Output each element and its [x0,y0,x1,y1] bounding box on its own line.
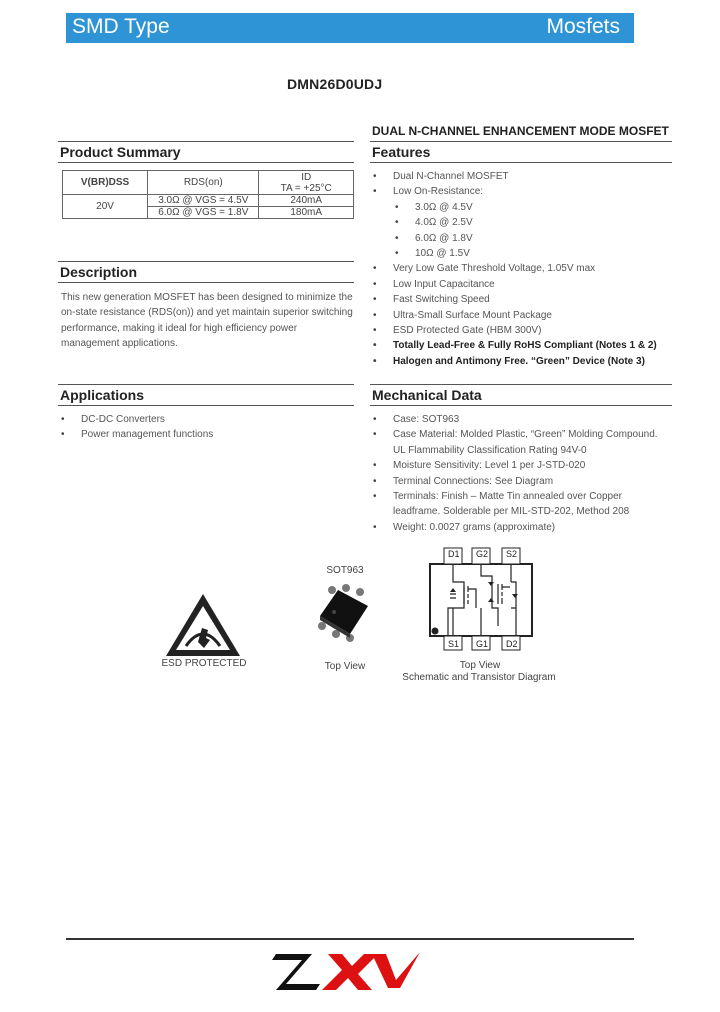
schematic-diagram [428,546,534,652]
list-item: • Moisture Sensitivity: Level 1 per J-STD-020 [370,458,672,473]
footer-divider [66,938,634,940]
device-subtitle: DUAL N-CHANNEL ENHANCEMENT MODE MOSFET [372,124,669,138]
list-item: • Very Low Gate Threshold Voltage, 1.05V max [370,261,672,276]
package-label: SOT963 [326,565,364,576]
list-item: • Ultra-Small Surface Mount Package [370,308,672,323]
pin-d2: D2 [506,639,518,649]
list-item: • Dual N-Channel MOSFET [370,169,672,184]
list-item: • Fast Switching Speed [370,292,672,307]
sot963-package-image [310,582,376,644]
header-left-title: SMD Type [72,15,170,38]
list-item: • Low On-Resistance: [370,184,672,199]
rds-value-1: 3.0Ω @ VGS = 4.5V [148,195,259,207]
pin-d1: D1 [448,549,460,559]
list-item: • Terminals: Finish – Matte Tin annealed over Copper leadframe. Solderable per MIL-STD-202, Method 208 [370,489,672,520]
col-id-header [259,171,354,195]
id-value-1: 240mA [259,195,354,207]
list-item: • Weight: 0.0027 grams (approximate) [370,520,672,535]
product-summary-section [58,141,354,218]
header-banner [66,13,634,43]
mechanical-title: Mechanical Data [370,384,672,406]
features-list [370,169,672,369]
applications-section [58,384,354,441]
esd-protected-icon [164,592,242,658]
applications-title: Applications [58,384,354,406]
zxv-logo-icon [260,944,460,994]
list-item: • 6.0Ω @ 1.8V [370,231,672,246]
package-caption: Top View [324,661,366,672]
part-number: DMN26D0UDJ [287,76,383,92]
col-id-condition: TA = +25°C [280,182,332,194]
pin-s2: S2 [506,549,518,559]
list-item: • 4.0Ω @ 2.5V [370,215,672,230]
col-rds-header: RDS(on) [148,171,259,195]
list-item: • Case Material: Molded Plastic, “Green” Molding Compound. UL Flammability Classification Rating 94V-0 [370,427,672,458]
product-summary-title: Product Summary [58,141,354,163]
footer-logo [260,944,460,994]
header-right-title: Mosfets [546,15,620,38]
description-section [58,261,354,349]
pin-s1: S1 [448,639,460,649]
list-item: • ESD Protected Gate (HBM 300V) [370,323,672,338]
description-title: Description [58,261,354,283]
schematic-caption-1: Top View [459,660,501,671]
list-item: • Terminal Connections: See Diagram [370,474,672,489]
list-item: • DC-DC Converters [58,412,354,427]
pin-g1: G1 [476,639,489,649]
mechanical-list [370,412,672,535]
list-item: • 3.0Ω @ 4.5V [370,200,672,215]
list-item: • Low Input Capacitance [370,277,672,292]
id-value-2: 180mA [259,207,354,219]
mechanical-section [370,384,672,533]
features-title: Features [370,141,672,163]
product-summary-table [62,170,354,219]
list-item: • Case: SOT963 [370,412,672,427]
schematic-caption-2: Schematic and Transistor Diagram [402,672,556,683]
applications-list [58,412,354,443]
col-vbr-header: V(BR)DSS [63,171,148,195]
esd-caption: ESD PROTECTED [161,658,247,669]
features-section [370,141,672,367]
pin-g2: G2 [476,549,489,559]
vbr-value: 20V [63,195,148,219]
rds-value-2: 6.0Ω @ VGS = 1.8V [148,207,259,219]
list-item: • 10Ω @ 1.5V [370,246,672,261]
list-item: • Totally Lead-Free & Fully RoHS Compliant (Notes 1 & 2) [370,338,672,353]
description-text: This new generation MOSFET has been designed to minimize the on-state resistance (RDS(on)) and yet maintain superior switching performance, making it ideal for high efficiency power management applications. [61,292,353,349]
col-id-label: ID [301,171,312,183]
list-item: • Halogen and Antimony Free. “Green” Device (Note 3) [370,354,672,369]
list-item: • Power management functions [58,427,354,442]
